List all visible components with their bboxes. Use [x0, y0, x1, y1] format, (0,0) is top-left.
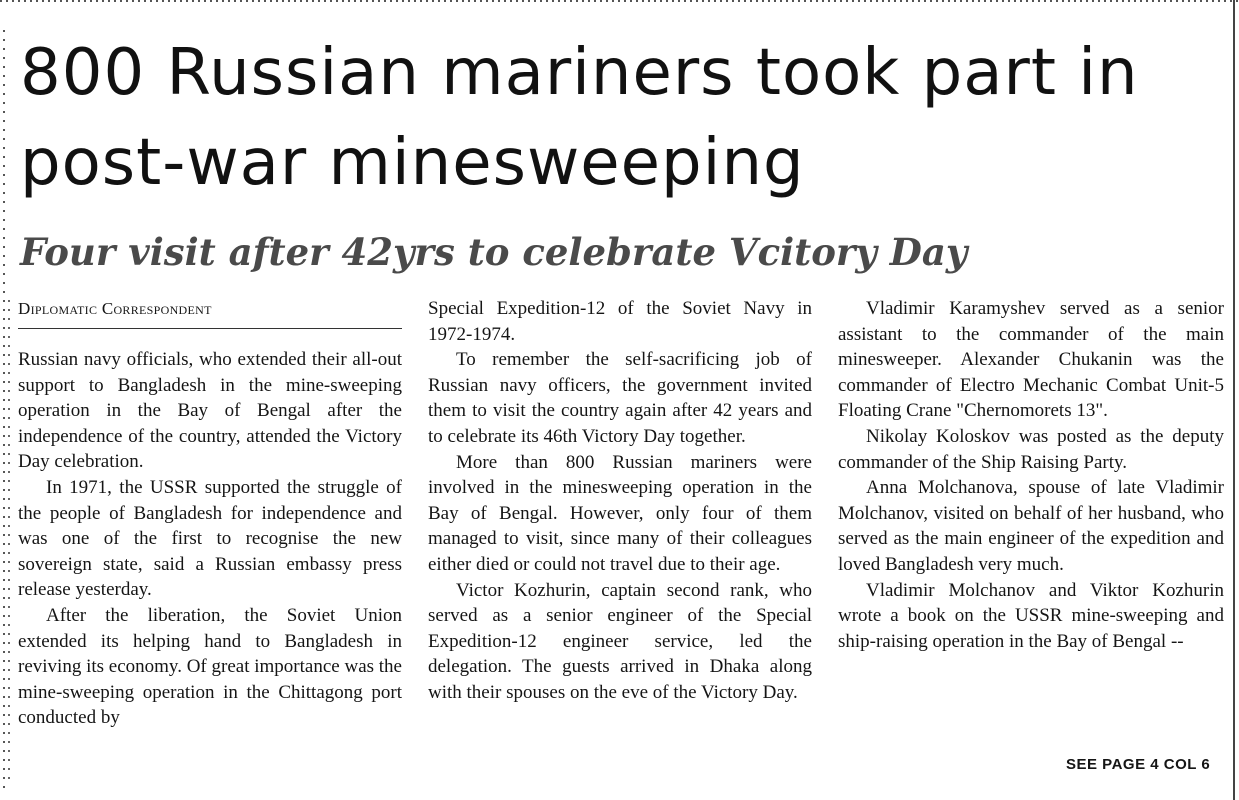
byline: Diplomatic Correspondent: [18, 296, 402, 329]
paragraph: Nikolay Koloskov was posted as the deputy commander of the Ship Raising Party.: [838, 425, 1224, 473]
headline: 800 Russian mariners took part in post-war minesweeping: [20, 36, 1139, 200]
column-1: [18, 296, 402, 731]
paragraph: More than 800 Russian mariners were involved in the minesweeping operation in the Bay of Bengal. However, only four of them managed to visit, since many of their colleagues either died or could not travel due to their age.: [428, 451, 812, 575]
right-border: [1233, 0, 1235, 800]
paragraph: After the liberation, the Soviet Union extended its helping hand to Bangladesh in reviving its economy. Of great importance was the mine-sweeping operation in the Chittagong port conducted by: [18, 604, 402, 729]
paragraph: In 1971, the USSR supported the struggle of the people of Bangladesh for independence and was one of the first to recognise the new sovereign state, said a Russian embassy press release yesterday.: [18, 476, 402, 601]
subheadline: Four visit after 42yrs to celebrate Vcitory Day: [20, 230, 968, 274]
paragraph: To remember the self-sacrificing job of Russian navy officers, the government invited them to visit the country again after 42 years and to celebrate its 46th Victory Day together.: [428, 349, 812, 447]
paragraph: Special Expedition-12 of the Soviet Navy in 1972-1974.: [428, 298, 812, 345]
paragraph: Vladimir Karamyshev served as a senior assistant to the commander of the main minesweeper. Alexander Chukanin was the commander of Electro Mechanic Combat Unit-5 Floating Crane "Chernomorets 13".: [838, 298, 1224, 422]
paragraph: Victor Kozhurin, captain second rank, who served as a senior engineer of the Special Expedition-12 engineer service, led the delegation. The guests arrived in Dhaka along with their spouses on the eve of the Victory Day.: [428, 579, 812, 703]
left-dotted-border: [3, 30, 5, 790]
paragraph: Anna Molchanova, spouse of late Vladimir Molchanov, visited on behalf of her husband, who served as the main engineer of the expedition and loved Bangladesh very much.: [838, 477, 1224, 575]
column-2: [428, 296, 812, 706]
continued-on-page-link: SEE PAGE 4 COL 6: [1066, 756, 1211, 773]
paragraph: Vladimir Molchanov and Viktor Kozhurin wrote a book on the USSR mine-sweeping and ship-raising operation in the Bay of Bengal --: [838, 579, 1224, 652]
column-dotted-rule: [8, 300, 10, 780]
column-3: [838, 296, 1224, 654]
paragraph: Russian navy officials, who extended their all-out support to Bangladesh in the mine-sweeping operation in the Bay of Bengal after the independence of the country, attended the Victory Day celebration.: [18, 349, 402, 473]
top-dotted-border: [0, 0, 1239, 2]
